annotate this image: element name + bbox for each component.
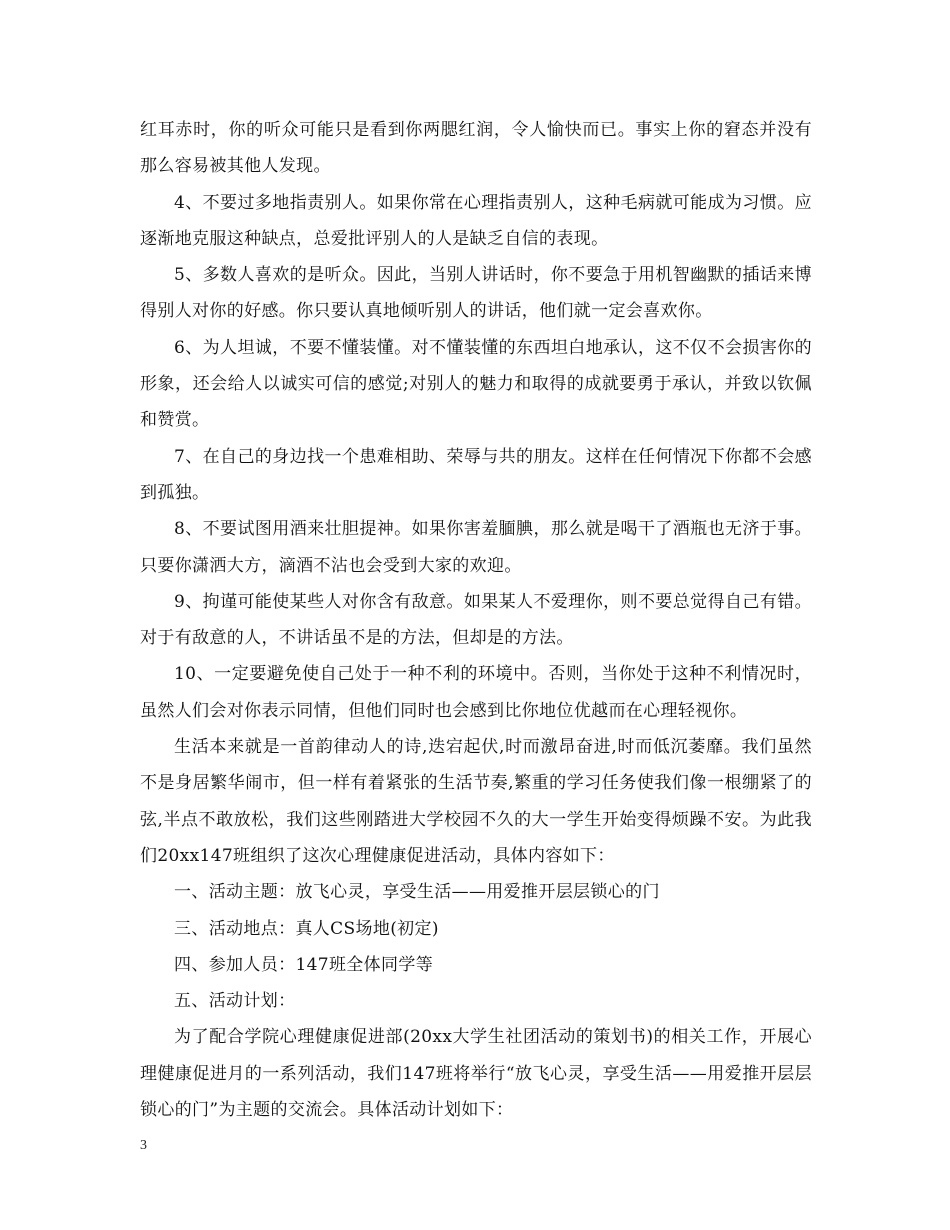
paragraph: 五、活动计划： bbox=[174, 991, 296, 1012]
paragraph: 三、活动地点：真人CS场地(初定) bbox=[174, 918, 439, 939]
paragraph: 一、活动主题：放飞心灵，享受生活——用爱推开层层锁心的门 bbox=[174, 882, 660, 903]
paragraph: 四、参加人员：147班全体同学等 bbox=[174, 954, 434, 975]
paragraph: 7、在自己的身边找一个患难相助、荣辱与共的朋友。这样在任何情况下你都不会感到孤独。 bbox=[140, 446, 812, 503]
document-body bbox=[140, 112, 812, 1128]
paragraph: 10、一定要避免使自己处于一种不利的环境中。否则，当你处于这种不利情况时，虽然人们会对你表示同情，但他们同时也会感到比你地位优越而在心理轻视你。 bbox=[140, 664, 812, 721]
paragraph: 生活本来就是一首韵律动人的诗,迭宕起伏,时而激昂奋进,时而低沉萎靡。我们虽然不是身居繁华闹市，但一样有着紧张的生活节奏,繁重的学习任务使我们像一根绷紧了的弦,半点不敢放松，我们这些刚踏进大学校园不久的大一学生开始变得烦躁不安。为此我们20xx147班组织了这次心理健康促进活动，具体内容如下： bbox=[140, 737, 812, 866]
paragraph: 4、不要过多地指责别人。如果你常在心理指责别人，这种毛病就可能成为习惯。应逐渐地克服这种缺点，总爱批评别人的人是缺乏自信的表现。 bbox=[140, 192, 812, 249]
page-number: 3 bbox=[140, 1138, 147, 1153]
paragraph: 为了配合学院心理健康促进部(20xx大学生社团活动的策划书)的相关工作，开展心理健康促进月的一系列活动，我们147班将举行“放飞心灵，享受生活——用爱推开层层锁心的门”为主题的交流会。具体活动计划如下： bbox=[140, 1027, 812, 1121]
paragraph: 5、多数人喜欢的是听众。因此，当别人讲话时，你不要急于用机智幽默的插话来博得别人对你的好感。你只要认真地倾听别人的讲话，他们就一定会喜欢你。 bbox=[140, 265, 812, 322]
paragraph: 6、为人坦诚，不要不懂装懂。对不懂装懂的东西坦白地承认，这不仅不会损害你的形象，还会给人以诚实可信的感觉;对别人的魅力和取得的成就要勇于承认，并致以钦佩和赞赏。 bbox=[140, 337, 812, 431]
paragraph: 9、拘谨可能使某些人对你含有敌意。如果某人不爱理你，则不要总觉得自己有错。对于有敌意的人，不讲话虽不是的方法，但却是的方法。 bbox=[140, 591, 812, 649]
paragraph: 8、不要试图用酒来壮胆提神。如果你害羞腼腆，那么就是喝干了酒瓶也无济于事。只要你潇洒大方，滴酒不沾也会受到大家的欢迎。 bbox=[140, 519, 812, 576]
paragraph: 红耳赤时，你的听众可能只是看到你两腮红润，令人愉快而已。事实上你的窘态并没有那么容易被其他人发现。 bbox=[140, 120, 812, 177]
